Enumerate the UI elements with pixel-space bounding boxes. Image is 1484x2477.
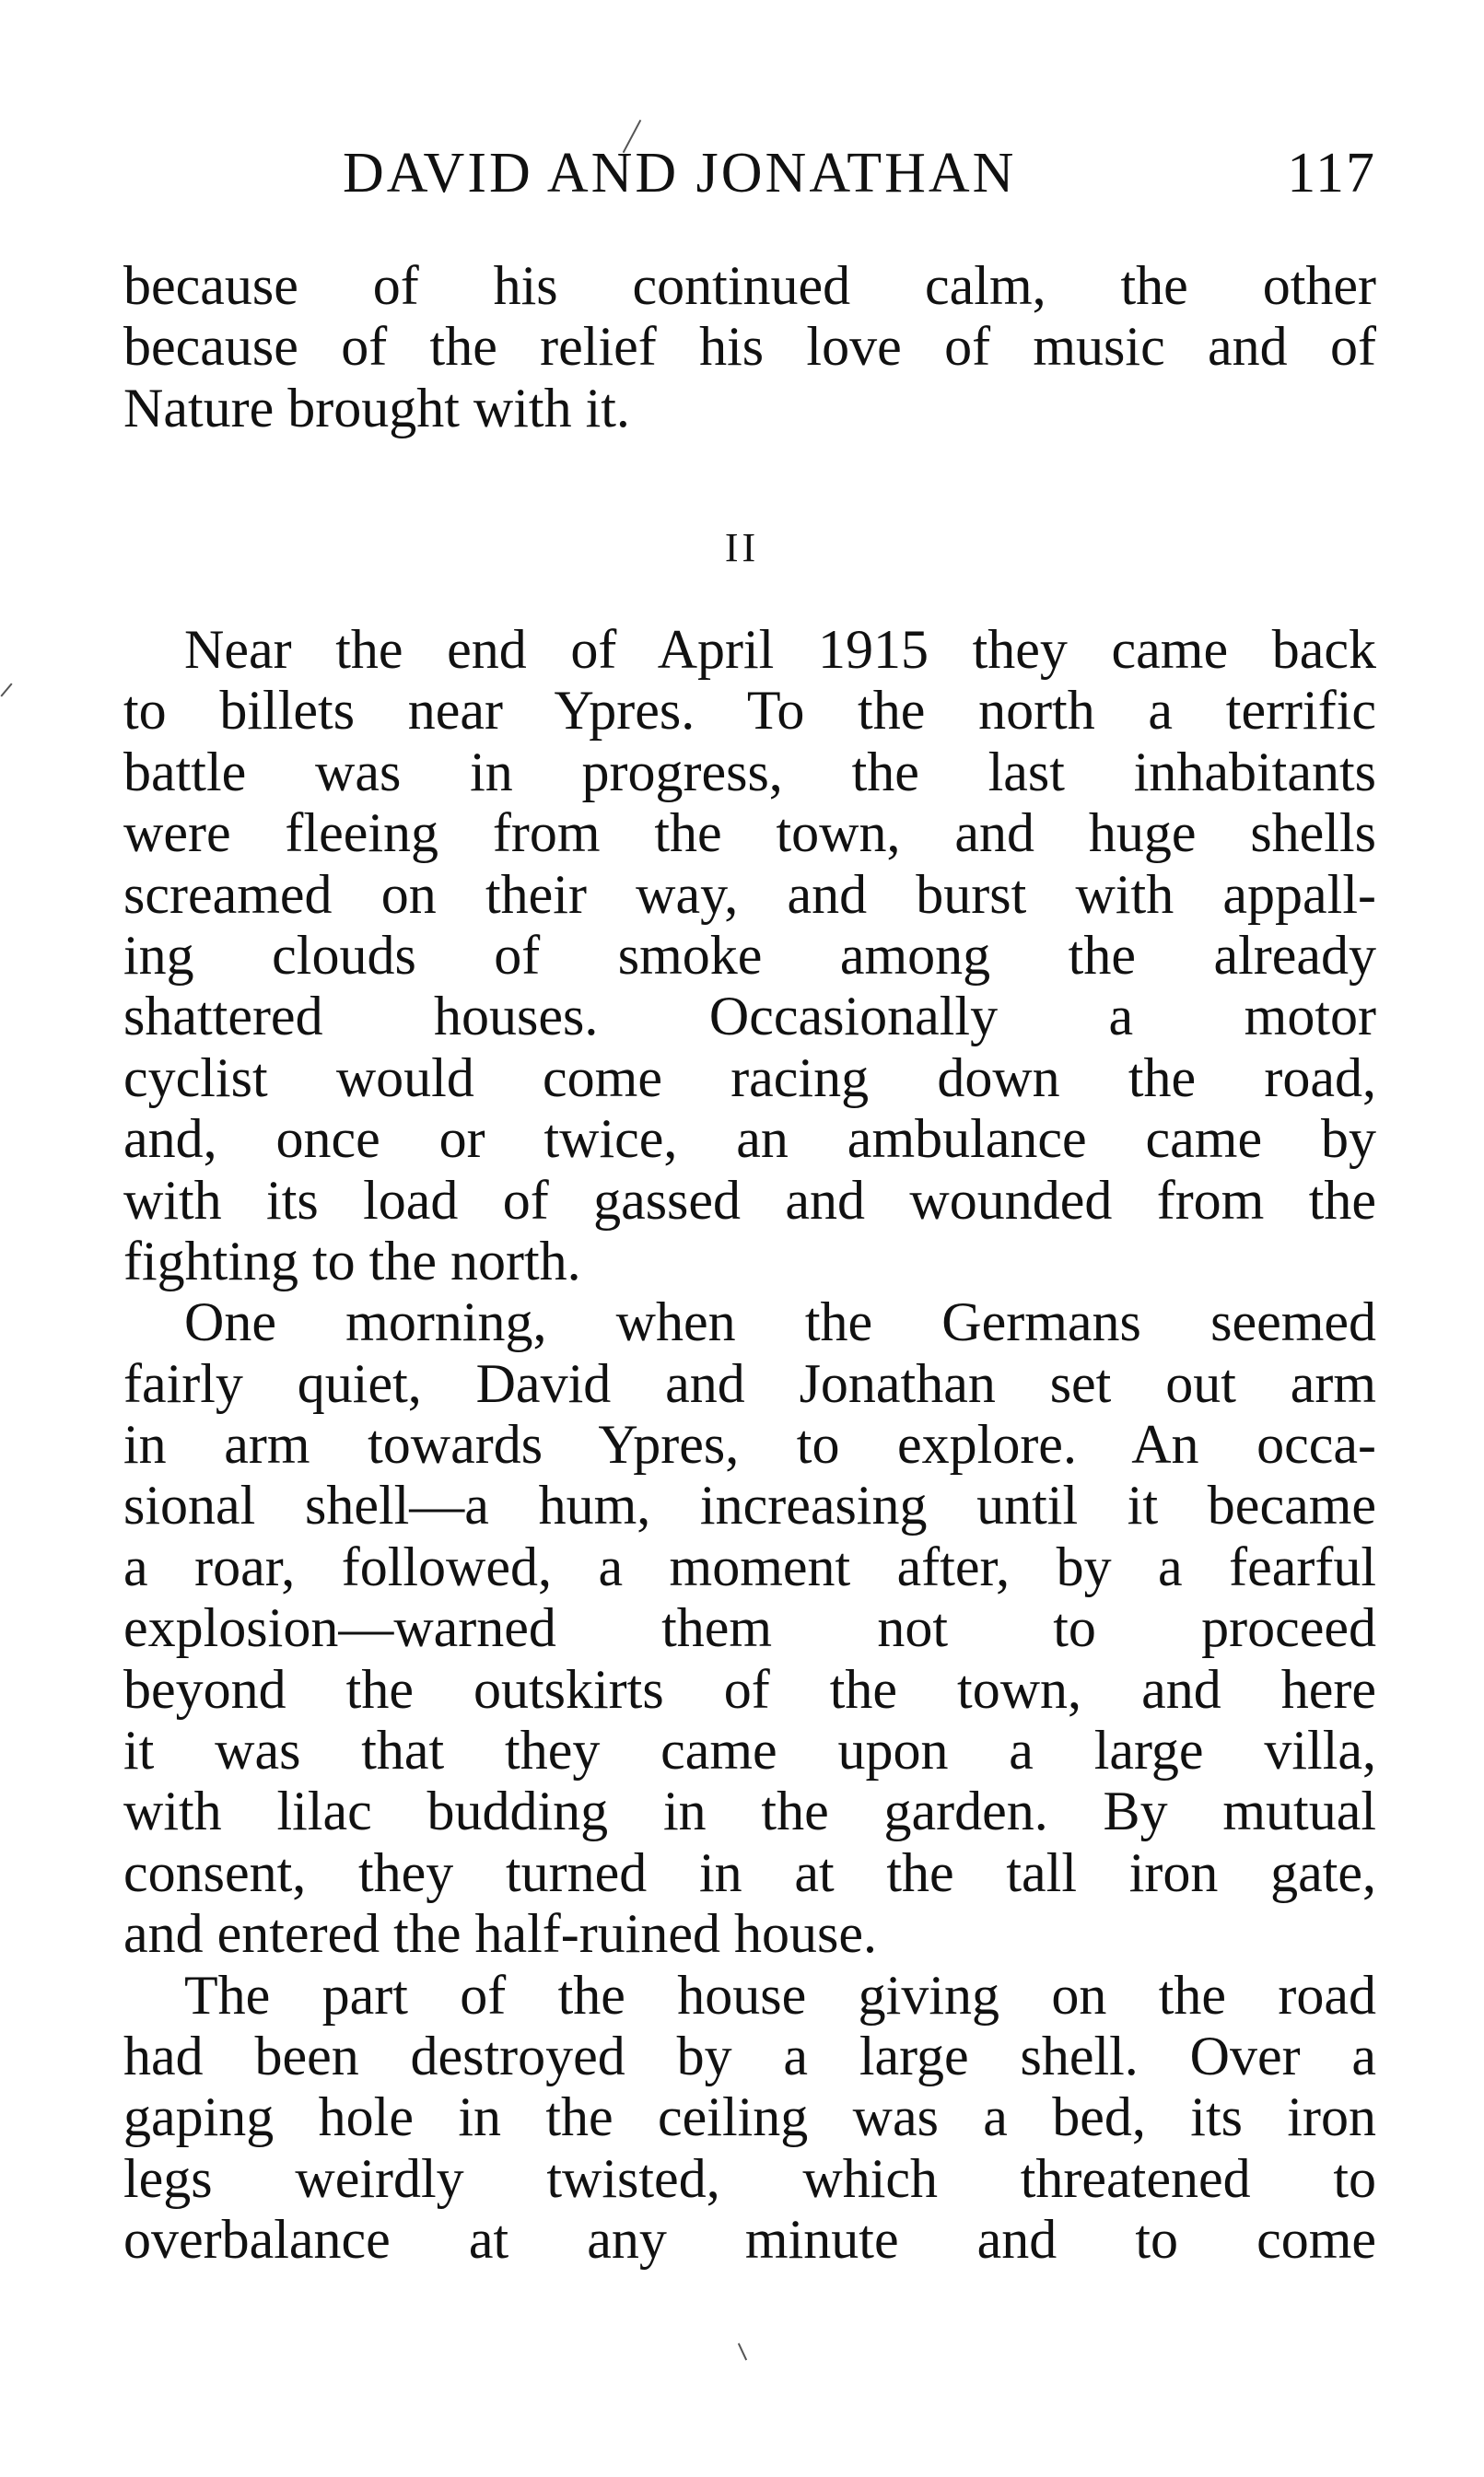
- text-line: Nature brought with it.: [123, 377, 630, 438]
- text-line: a roar, followed, a moment after, by a fearful: [123, 1536, 1376, 1597]
- text-line: Near the end of April 1915 they came back: [184, 619, 1376, 680]
- text-line: sional shell—a hum, increasing until it became: [123, 1475, 1376, 1536]
- running-title: DAVID AND JONATHAN: [343, 142, 1017, 204]
- continued-paragraph: [123, 255, 1376, 438]
- paragraph: [123, 1965, 1376, 2271]
- text-line: The part of the house giving on the road: [184, 1964, 1376, 2026]
- text-line: had been destroyed by a large shell. Over a: [123, 2025, 1376, 2086]
- text-line: and entered the half-ruined house.: [123, 1903, 877, 1965]
- running-head: [123, 136, 1376, 210]
- text-line: were fleeing from the town, and huge shells: [123, 802, 1376, 864]
- text-line: to billets near Ypres. To the north a terrific: [123, 680, 1376, 742]
- text-line: because of his continued calm, the other: [123, 255, 1376, 316]
- paragraph: [123, 619, 1376, 1291]
- text-line: One morning, when the Germans seemed: [184, 1291, 1376, 1353]
- text-line: consent, they turned in at the tall iron gate,: [123, 1841, 1376, 1903]
- text-line: in arm towards Ypres, to explore. An occa-: [123, 1414, 1376, 1476]
- text-line: with lilac budding in the garden. By mutual: [123, 1781, 1376, 1842]
- text-line: it was that they came upon a large villa,: [123, 1720, 1376, 1782]
- text-line: fighting to the north.: [123, 1230, 581, 1291]
- text-line: screamed on their way, and burst with appall-: [123, 863, 1376, 925]
- text-line: fairly quiet, David and Jonathan set out arm: [123, 1352, 1376, 1414]
- text-line: beyond the outskirts of the town, and here: [123, 1658, 1376, 1720]
- body-paragraphs: [123, 619, 1376, 2271]
- text-line: cyclist would come racing down the road,: [123, 1046, 1376, 1108]
- text-line: ing clouds of smoke among the already: [123, 924, 1376, 986]
- scan-speck: [738, 2343, 747, 2361]
- text-line: and, once or twice, an ambulance came by: [123, 1108, 1376, 1170]
- text-line: legs weirdly twisted, which threatened to: [123, 2147, 1376, 2209]
- paragraph: [123, 1291, 1376, 1964]
- text-line: with its load of gassed and wounded from the: [123, 1169, 1376, 1231]
- text-line: battle was in progress, the last inhabitants: [123, 741, 1376, 802]
- page-number: 117: [1287, 142, 1376, 204]
- text-line: explosion—warned them not to proceed: [123, 1597, 1376, 1659]
- text-line: gaping hole in the ceiling was a bed, its iron: [123, 2086, 1376, 2148]
- section-numeral: II: [724, 525, 760, 570]
- text-line: shattered houses. Occasionally a motor: [123, 986, 1376, 1047]
- text-line: because of the relief his love of music and of: [123, 316, 1376, 378]
- scan-speck: [0, 683, 12, 696]
- text-line: overbalance at any minute and to come: [123, 2209, 1376, 2271]
